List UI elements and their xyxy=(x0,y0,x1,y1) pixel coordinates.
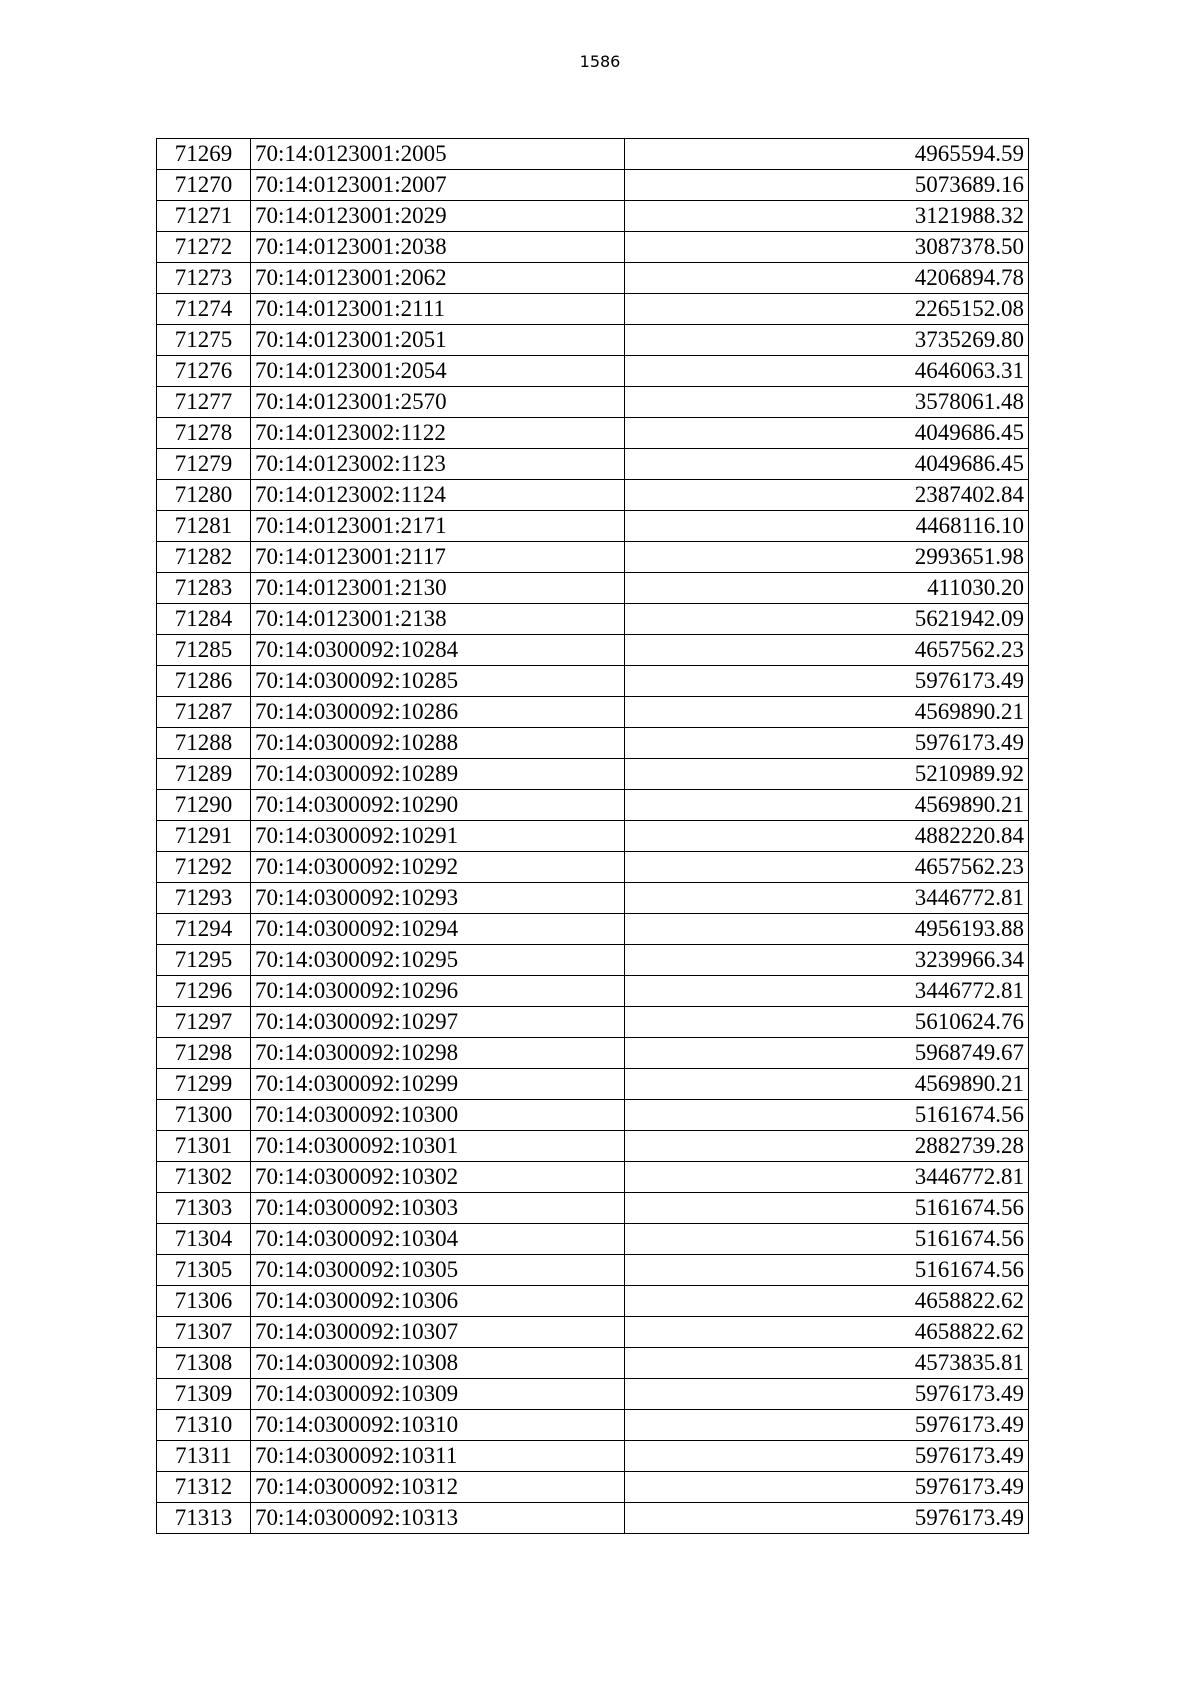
row-number-cell: 71304 xyxy=(157,1224,251,1255)
table-row xyxy=(157,511,1029,542)
row-number-cell: 71299 xyxy=(157,1069,251,1100)
table-row xyxy=(157,635,1029,666)
value-cell: 2993651.98 xyxy=(625,542,1029,573)
value-cell: 4658822.62 xyxy=(625,1286,1029,1317)
cadastral-number-cell: 70:14:0123001:2051 xyxy=(251,325,625,356)
value-cell: 5161674.56 xyxy=(625,1100,1029,1131)
row-number-cell: 71271 xyxy=(157,201,251,232)
table-row xyxy=(157,1410,1029,1441)
table-row xyxy=(157,139,1029,170)
value-cell: 4965594.59 xyxy=(625,139,1029,170)
cadastral-number-cell: 70:14:0300092:10286 xyxy=(251,697,625,728)
table-row xyxy=(157,232,1029,263)
value-cell: 3446772.81 xyxy=(625,976,1029,1007)
value-cell: 2265152.08 xyxy=(625,294,1029,325)
value-cell: 5073689.16 xyxy=(625,170,1029,201)
value-cell: 5976173.49 xyxy=(625,1472,1029,1503)
table-row xyxy=(157,697,1029,728)
cadastral-number-cell: 70:14:0300092:10290 xyxy=(251,790,625,821)
table-row xyxy=(157,1317,1029,1348)
row-number-cell: 71269 xyxy=(157,139,251,170)
table-row xyxy=(157,1038,1029,1069)
table-row xyxy=(157,914,1029,945)
cadastral-number-cell: 70:14:0123001:2062 xyxy=(251,263,625,294)
value-cell: 2387402.84 xyxy=(625,480,1029,511)
table-row xyxy=(157,1441,1029,1472)
cadastral-number-cell: 70:14:0300092:10298 xyxy=(251,1038,625,1069)
table-row xyxy=(157,1100,1029,1131)
value-cell: 3446772.81 xyxy=(625,883,1029,914)
row-number-cell: 71289 xyxy=(157,759,251,790)
value-cell: 3239966.34 xyxy=(625,945,1029,976)
value-cell: 4206894.78 xyxy=(625,263,1029,294)
table-row xyxy=(157,976,1029,1007)
cadastral-number-cell: 70:14:0123001:2029 xyxy=(251,201,625,232)
value-cell: 5161674.56 xyxy=(625,1224,1029,1255)
cadastral-number-cell: 70:14:0300092:10311 xyxy=(251,1441,625,1472)
table-row xyxy=(157,852,1029,883)
table-row xyxy=(157,480,1029,511)
cadastral-number-cell: 70:14:0300092:10297 xyxy=(251,1007,625,1038)
cadastral-number-cell: 70:14:0300092:10285 xyxy=(251,666,625,697)
row-number-cell: 71290 xyxy=(157,790,251,821)
table-row xyxy=(157,294,1029,325)
row-number-cell: 71285 xyxy=(157,635,251,666)
cadastral-number-cell: 70:14:0300092:10300 xyxy=(251,1100,625,1131)
row-number-cell: 71283 xyxy=(157,573,251,604)
table-row xyxy=(157,325,1029,356)
cadastral-number-cell: 70:14:0123002:1122 xyxy=(251,418,625,449)
row-number-cell: 71309 xyxy=(157,1379,251,1410)
value-cell: 3446772.81 xyxy=(625,1162,1029,1193)
cadastral-number-cell: 70:14:0123001:2138 xyxy=(251,604,625,635)
cadastral-number-cell: 70:14:0300092:10306 xyxy=(251,1286,625,1317)
table-row xyxy=(157,1348,1029,1379)
row-number-cell: 71282 xyxy=(157,542,251,573)
value-cell: 5976173.49 xyxy=(625,1410,1029,1441)
row-number-cell: 71307 xyxy=(157,1317,251,1348)
cadastral-number-cell: 70:14:0300092:10291 xyxy=(251,821,625,852)
cadastral-number-cell: 70:14:0123001:2111 xyxy=(251,294,625,325)
row-number-cell: 71270 xyxy=(157,170,251,201)
row-number-cell: 71287 xyxy=(157,697,251,728)
row-number-cell: 71273 xyxy=(157,263,251,294)
table-row xyxy=(157,821,1029,852)
table-row xyxy=(157,1379,1029,1410)
cadastral-number-cell: 70:14:0123001:2038 xyxy=(251,232,625,263)
data-table xyxy=(156,138,1029,1534)
cadastral-number-cell: 70:14:0300092:10293 xyxy=(251,883,625,914)
table-row xyxy=(157,387,1029,418)
value-cell: 4882220.84 xyxy=(625,821,1029,852)
table-row xyxy=(157,1007,1029,1038)
value-cell: 5161674.56 xyxy=(625,1193,1029,1224)
row-number-cell: 71298 xyxy=(157,1038,251,1069)
table-row xyxy=(157,1224,1029,1255)
cadastral-number-cell: 70:14:0300092:10308 xyxy=(251,1348,625,1379)
value-cell: 5210989.92 xyxy=(625,759,1029,790)
row-number-cell: 71293 xyxy=(157,883,251,914)
value-cell: 4569890.21 xyxy=(625,1069,1029,1100)
value-cell: 4049686.45 xyxy=(625,418,1029,449)
row-number-cell: 71272 xyxy=(157,232,251,263)
value-cell: 5621942.09 xyxy=(625,604,1029,635)
row-number-cell: 71278 xyxy=(157,418,251,449)
table-row xyxy=(157,449,1029,480)
cadastral-number-cell: 70:14:0300092:10296 xyxy=(251,976,625,1007)
row-number-cell: 71312 xyxy=(157,1472,251,1503)
cadastral-number-cell: 70:14:0300092:10305 xyxy=(251,1255,625,1286)
value-cell: 4956193.88 xyxy=(625,914,1029,945)
cadastral-number-cell: 70:14:0300092:10307 xyxy=(251,1317,625,1348)
table-row xyxy=(157,1131,1029,1162)
cadastral-number-cell: 70:14:0300092:10312 xyxy=(251,1472,625,1503)
row-number-cell: 71303 xyxy=(157,1193,251,1224)
table-row xyxy=(157,666,1029,697)
value-cell: 5610624.76 xyxy=(625,1007,1029,1038)
row-number-cell: 71279 xyxy=(157,449,251,480)
cadastral-number-cell: 70:14:0300092:10309 xyxy=(251,1379,625,1410)
table-row xyxy=(157,201,1029,232)
table-row xyxy=(157,1069,1029,1100)
table-row xyxy=(157,1472,1029,1503)
value-cell: 4657562.23 xyxy=(625,852,1029,883)
value-cell: 5976173.49 xyxy=(625,1379,1029,1410)
value-cell: 5161674.56 xyxy=(625,1255,1029,1286)
cadastral-number-cell: 70:14:0123002:1123 xyxy=(251,449,625,480)
row-number-cell: 71310 xyxy=(157,1410,251,1441)
row-number-cell: 71311 xyxy=(157,1441,251,1472)
value-cell: 5968749.67 xyxy=(625,1038,1029,1069)
value-cell: 4573835.81 xyxy=(625,1348,1029,1379)
row-number-cell: 71276 xyxy=(157,356,251,387)
cadastral-number-cell: 70:14:0300092:10284 xyxy=(251,635,625,666)
row-number-cell: 71305 xyxy=(157,1255,251,1286)
cadastral-number-cell: 70:14:0300092:10288 xyxy=(251,728,625,759)
table-row xyxy=(157,170,1029,201)
table-row xyxy=(157,1162,1029,1193)
page-number: 1586 xyxy=(579,52,621,71)
cadastral-number-cell: 70:14:0123002:1124 xyxy=(251,480,625,511)
cadastral-number-cell: 70:14:0300092:10294 xyxy=(251,914,625,945)
cadastral-number-cell: 70:14:0300092:10289 xyxy=(251,759,625,790)
table-row xyxy=(157,356,1029,387)
value-cell: 3735269.80 xyxy=(625,325,1029,356)
cadastral-number-cell: 70:14:0123001:2171 xyxy=(251,511,625,542)
cadastral-number-cell: 70:14:0123001:2570 xyxy=(251,387,625,418)
value-cell: 5976173.49 xyxy=(625,1441,1029,1472)
value-cell: 4657562.23 xyxy=(625,635,1029,666)
cadastral-number-cell: 70:14:0300092:10304 xyxy=(251,1224,625,1255)
row-number-cell: 71301 xyxy=(157,1131,251,1162)
value-cell: 411030.20 xyxy=(625,573,1029,604)
table-row xyxy=(157,263,1029,294)
cadastral-number-cell: 70:14:0300092:10310 xyxy=(251,1410,625,1441)
row-number-cell: 71280 xyxy=(157,480,251,511)
cadastral-number-cell: 70:14:0123001:2130 xyxy=(251,573,625,604)
row-number-cell: 71281 xyxy=(157,511,251,542)
row-number-cell: 71306 xyxy=(157,1286,251,1317)
value-cell: 3087378.50 xyxy=(625,232,1029,263)
value-cell: 3578061.48 xyxy=(625,387,1029,418)
row-number-cell: 71291 xyxy=(157,821,251,852)
table-row xyxy=(157,604,1029,635)
table-row xyxy=(157,759,1029,790)
cadastral-number-cell: 70:14:0300092:10299 xyxy=(251,1069,625,1100)
row-number-cell: 71297 xyxy=(157,1007,251,1038)
table-row xyxy=(157,790,1029,821)
table-row xyxy=(157,1503,1029,1534)
value-cell: 4049686.45 xyxy=(625,449,1029,480)
cadastral-number-cell: 70:14:0300092:10303 xyxy=(251,1193,625,1224)
row-number-cell: 71284 xyxy=(157,604,251,635)
table-row xyxy=(157,728,1029,759)
table-row xyxy=(157,1255,1029,1286)
cadastral-number-cell: 70:14:0300092:10302 xyxy=(251,1162,625,1193)
cadastral-number-cell: 70:14:0300092:10292 xyxy=(251,852,625,883)
value-cell: 4569890.21 xyxy=(625,790,1029,821)
row-number-cell: 71288 xyxy=(157,728,251,759)
value-cell: 5976173.49 xyxy=(625,666,1029,697)
row-number-cell: 71302 xyxy=(157,1162,251,1193)
cadastral-number-cell: 70:14:0300092:10301 xyxy=(251,1131,625,1162)
row-number-cell: 71300 xyxy=(157,1100,251,1131)
cadastral-number-cell: 70:14:0123001:2054 xyxy=(251,356,625,387)
cadastral-number-cell: 70:14:0123001:2117 xyxy=(251,542,625,573)
row-number-cell: 71296 xyxy=(157,976,251,1007)
row-number-cell: 71275 xyxy=(157,325,251,356)
row-number-cell: 71294 xyxy=(157,914,251,945)
value-cell: 5976173.49 xyxy=(625,1503,1029,1534)
row-number-cell: 71308 xyxy=(157,1348,251,1379)
cadastral-number-cell: 70:14:0300092:10295 xyxy=(251,945,625,976)
value-cell: 2882739.28 xyxy=(625,1131,1029,1162)
row-number-cell: 71313 xyxy=(157,1503,251,1534)
row-number-cell: 71274 xyxy=(157,294,251,325)
row-number-cell: 71286 xyxy=(157,666,251,697)
row-number-cell: 71295 xyxy=(157,945,251,976)
table-row xyxy=(157,1286,1029,1317)
value-cell: 4569890.21 xyxy=(625,697,1029,728)
table-row xyxy=(157,1193,1029,1224)
row-number-cell: 71277 xyxy=(157,387,251,418)
cadastral-number-cell: 70:14:0300092:10313 xyxy=(251,1503,625,1534)
value-cell: 4468116.10 xyxy=(625,511,1029,542)
value-cell: 3121988.32 xyxy=(625,201,1029,232)
value-cell: 4646063.31 xyxy=(625,356,1029,387)
table-row xyxy=(157,883,1029,914)
row-number-cell: 71292 xyxy=(157,852,251,883)
table-row xyxy=(157,418,1029,449)
value-cell: 5976173.49 xyxy=(625,728,1029,759)
cadastral-number-cell: 70:14:0123001:2007 xyxy=(251,170,625,201)
table-body xyxy=(157,139,1029,1534)
value-cell: 4658822.62 xyxy=(625,1317,1029,1348)
table-row xyxy=(157,542,1029,573)
cadastral-number-cell: 70:14:0123001:2005 xyxy=(251,139,625,170)
table-row xyxy=(157,945,1029,976)
table-row xyxy=(157,573,1029,604)
